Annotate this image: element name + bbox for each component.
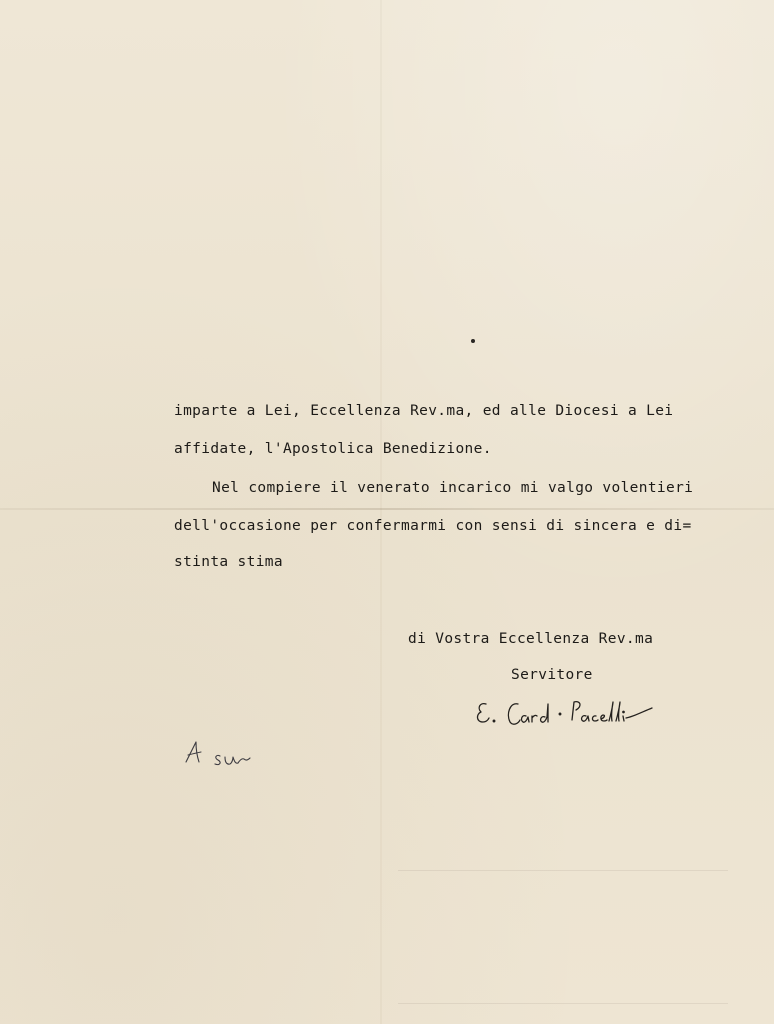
servitore-label: Servitore (511, 667, 593, 683)
vertical-fold-crease (380, 0, 382, 1024)
horizontal-fold-crease (0, 508, 774, 510)
letter-line-1: imparte a Lei, Eccellenza Rev.ma, ed alle Diocesi a Lei (174, 403, 674, 419)
ink-dot (471, 339, 475, 343)
letter-line-3: Nel compiere il venerato incarico mi valgo volentieri (212, 480, 694, 496)
handwritten-signature (470, 690, 660, 730)
bleed-rule-top (398, 870, 728, 871)
letter-line-2: affidate, l'Apostolica Benedizione. (174, 441, 492, 457)
letter-line-4: dell'occasione per confermarmi con sensi di sincera e di= (174, 518, 692, 534)
bleed-rule-bottom (398, 1003, 728, 1004)
closing-salutation: di Vostra Eccellenza Rev.ma (408, 631, 654, 647)
letter-line-5: stinta stima (174, 554, 283, 570)
pencil-annotation (182, 738, 262, 774)
